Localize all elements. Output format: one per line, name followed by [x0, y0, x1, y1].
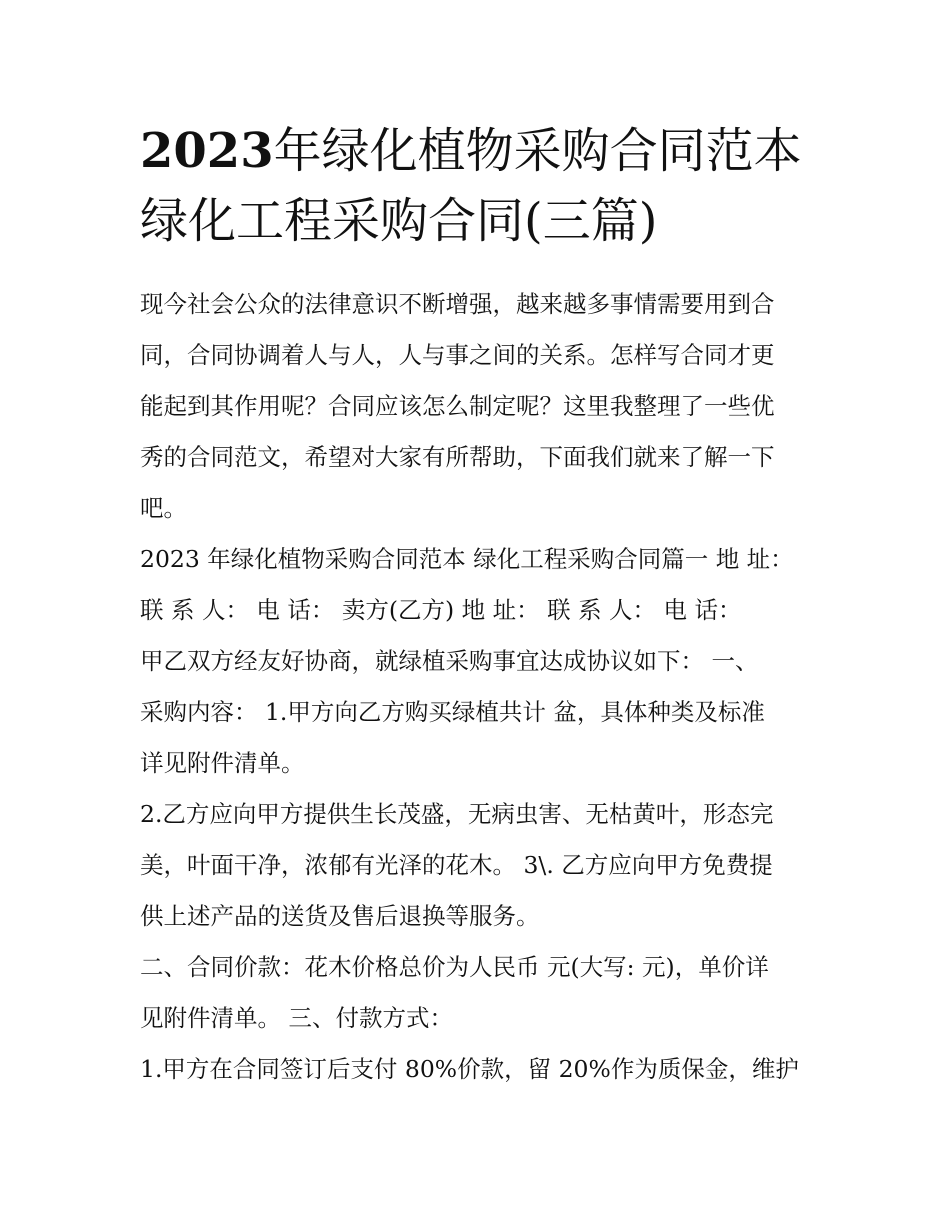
body-line: 美，叶面干净，浓郁有光泽的花木。 3\. 乙方应向甲方免费提 — [140, 851, 773, 879]
body-line: 能起到其作用呢？合同应该怎么制定呢？这里我整理了一些优 — [140, 392, 775, 420]
title-line1-text: 年绿化植物采购合同范本 — [273, 123, 802, 179]
body-line: 甲乙双方经友好协商，就绿植采购事宜达成协议如下： 一、 — [140, 647, 759, 675]
body-line: 见附件清单。 三、付款方式： — [140, 1004, 453, 1032]
body-line: 2023 年绿化植物采购合同范本 绿化工程采购合同篇一 地 址： — [140, 545, 794, 573]
title-line2-text: 绿化工程采购合同(三篇) — [140, 193, 658, 249]
body-line: 1.甲方在合同签订后支付 80%价款，留 20%作为质保金，维护 — [140, 1055, 799, 1083]
body-line: 2.乙方应向甲方提供生长茂盛，无病虫害、无枯黄叶，形态完 — [140, 800, 774, 828]
body-line: 吧。 — [140, 494, 187, 522]
body-line: 采购内容： 1.甲方向乙方购买绿植共计 盆，具体种类及标准 — [140, 698, 765, 726]
body-line: 供上述产品的送货及售后退换等服务。 — [140, 902, 540, 930]
body-line: 联 系 人： 电 话： 卖方(乙方) 地 址： 联 系 人： 电 话： — [140, 596, 742, 624]
body-line: 详见附件清单。 — [140, 749, 305, 777]
body-line: 现今社会公众的法律意识不断增强，越来越多事情需要用到合 — [140, 290, 775, 318]
body-line: 二、合同价款：花木价格总价为人民币 元(大写: 元)，单价详 — [140, 953, 769, 981]
title-year: 2023 — [140, 123, 274, 179]
body-line: 同，合同协调着人与人，人与事之间的关系。怎样写合同才更 — [140, 341, 775, 369]
document-title — [140, 116, 820, 256]
body-line: 秀的合同范文，希望对大家有所帮助，下面我们就来了解一下 — [140, 443, 775, 471]
